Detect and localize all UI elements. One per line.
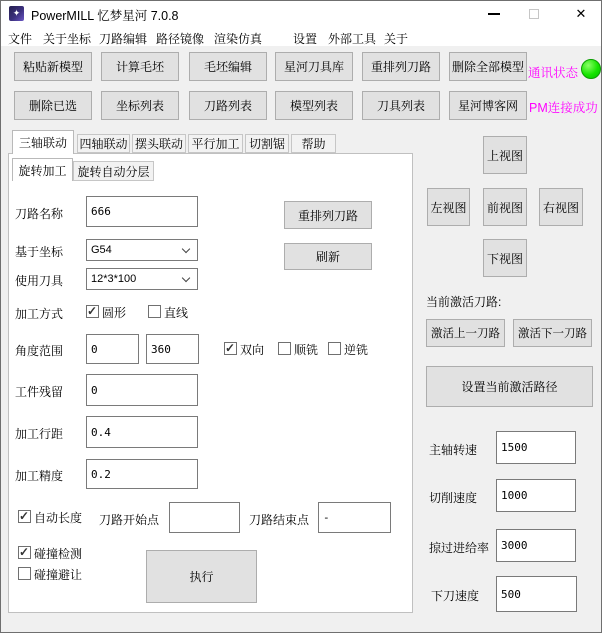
conventional-mill-checkbox-label[interactable]: 逆铣 xyxy=(344,343,369,357)
end-point-input[interactable] xyxy=(318,502,391,533)
tolerance-label: 加工精度 xyxy=(15,469,64,483)
set-active-path-button[interactable]: 设置当前激活路径 xyxy=(426,366,593,407)
reorder-toolpaths-button[interactable]: 重排列刀路 xyxy=(284,201,372,229)
stock-remain-label: 工件残留 xyxy=(15,385,64,399)
cutting-speed-input[interactable] xyxy=(496,479,576,512)
activate-next-toolpath-button[interactable]: 激活下一刀路 xyxy=(513,319,592,347)
tab-rotary-machining[interactable]: 旋转加工 xyxy=(12,158,73,181)
menu-item-coords[interactable]: 关于坐标 xyxy=(43,32,92,46)
start-point-input[interactable] xyxy=(169,502,240,533)
angle-range-label: 角度范围 xyxy=(15,344,64,358)
collision-detect-checkbox-label[interactable]: 碰撞检测 xyxy=(34,547,83,561)
minimize-button[interactable] xyxy=(477,1,511,26)
menu-item-file[interactable]: 文件 xyxy=(8,32,33,46)
model-list-button[interactable]: 模型列表 xyxy=(275,91,353,120)
tool-select[interactable] xyxy=(86,268,198,290)
right-view-button[interactable]: 右视图 xyxy=(539,188,583,226)
angle-from-input[interactable] xyxy=(86,334,139,364)
activate-prev-toolpath-button[interactable]: 激活上一刀路 xyxy=(426,319,505,347)
menu-item-settings[interactable]: 设置 xyxy=(293,32,318,46)
reorder-toolpaths-toolbar-button[interactable]: 重排列刀路 xyxy=(362,52,440,81)
machining-mode-label: 加工方式 xyxy=(15,307,64,321)
tool-list-button[interactable]: 刀具列表 xyxy=(362,91,440,120)
tab-parallel-machining[interactable]: 平行加工 xyxy=(188,134,243,153)
chevron-down-icon xyxy=(182,245,190,253)
stepover-label: 加工行距 xyxy=(15,427,64,441)
collision-avoid-checkbox[interactable] xyxy=(18,567,31,580)
auto-length-checkbox[interactable] xyxy=(18,510,31,523)
front-view-button[interactable]: 前视图 xyxy=(483,188,527,226)
comm-status-label: 通讯状态 xyxy=(528,66,579,80)
spindle-speed-label: 主轴转速 xyxy=(429,443,478,457)
tab-help[interactable]: 帮助 xyxy=(291,134,336,153)
active-toolpath-label: 当前激活刀路: xyxy=(426,295,502,309)
spindle-speed-input[interactable] xyxy=(496,431,576,464)
collision-detect-checkbox[interactable] xyxy=(18,546,31,559)
toolpath-name-label: 刀路名称 xyxy=(15,207,64,221)
refresh-button[interactable]: 刷新 xyxy=(284,243,372,270)
bottom-view-button[interactable]: 下视图 xyxy=(483,239,527,277)
coord-select-value: G54 xyxy=(91,244,112,256)
auto-length-checkbox-label[interactable]: 自动长度 xyxy=(34,511,83,525)
tolerance-input[interactable] xyxy=(86,459,198,489)
tab-3axis[interactable]: 三轴联动 xyxy=(12,130,74,154)
menu-item-about[interactable]: 关于 xyxy=(384,32,409,46)
use-tool-label: 使用刀具 xyxy=(15,274,64,288)
climb-mill-checkbox[interactable] xyxy=(278,342,291,355)
bidirectional-checkbox[interactable] xyxy=(224,342,237,355)
menu-item-path-mirror[interactable]: 路径镜像 xyxy=(156,32,205,46)
end-point-label: 刀路结束点 xyxy=(249,513,310,527)
chevron-down-icon xyxy=(182,274,190,282)
tab-swivel-head[interactable]: 摆头联动 xyxy=(132,134,186,153)
collision-avoid-checkbox-label[interactable]: 碰撞避让 xyxy=(34,568,83,582)
connection-status-label: PM连接成功 xyxy=(529,101,598,115)
linear-checkbox[interactable] xyxy=(148,305,161,318)
execute-button[interactable]: 执行 xyxy=(146,550,257,603)
toolpath-list-button[interactable]: 刀路列表 xyxy=(189,91,267,120)
plunge-speed-input[interactable] xyxy=(496,576,577,612)
window-title: PowerMILL 忆梦星河 7.0.8 xyxy=(31,9,179,23)
plunge-speed-label: 下刀速度 xyxy=(431,589,480,603)
conventional-mill-checkbox[interactable] xyxy=(328,342,341,355)
menu-item-render-sim[interactable]: 渲染仿真 xyxy=(214,32,263,46)
cutting-speed-label: 切削速度 xyxy=(429,491,478,505)
circular-checkbox[interactable] xyxy=(86,305,99,318)
title-bar xyxy=(1,1,602,26)
top-view-button[interactable]: 上视图 xyxy=(483,136,527,174)
close-button[interactable] xyxy=(561,1,601,26)
coords-list-button[interactable]: 坐标列表 xyxy=(101,91,179,120)
tool-select-value: 12*3*100 xyxy=(91,273,137,285)
blog-site-button[interactable]: 星河博客网 xyxy=(449,91,527,120)
left-view-button[interactable]: 左视图 xyxy=(427,188,470,226)
maximize-icon xyxy=(529,9,539,19)
start-point-label: 刀路开始点 xyxy=(99,513,160,527)
menu-item-toolpath-edit[interactable]: 刀路编辑 xyxy=(99,32,148,46)
stock-remain-input[interactable] xyxy=(86,374,198,406)
skim-feed-input[interactable] xyxy=(496,529,576,562)
tab-cutting-saw[interactable]: 切割锯 xyxy=(245,134,289,153)
star-icon: ✦ xyxy=(12,8,21,18)
tool-library-button[interactable]: 星河刀具库 xyxy=(275,52,353,81)
climb-mill-checkbox-label[interactable]: 顺铣 xyxy=(294,343,319,357)
minimize-icon xyxy=(488,13,500,15)
compute-stock-button[interactable]: 计算毛坯 xyxy=(101,52,179,81)
delete-selected-button[interactable]: 删除已选 xyxy=(14,91,92,120)
linear-checkbox-label[interactable]: 直线 xyxy=(164,306,189,320)
delete-all-models-button[interactable]: 删除全部模型 xyxy=(449,52,527,81)
app-icon xyxy=(9,6,24,21)
status-indicator-light xyxy=(581,59,601,79)
toolpath-name-input[interactable] xyxy=(86,196,198,227)
menu-bar xyxy=(1,26,602,46)
tab-rotary-auto-layer[interactable]: 旋转自动分层 xyxy=(73,161,154,181)
circular-checkbox-label[interactable]: 圆形 xyxy=(102,306,127,320)
coord-select[interactable] xyxy=(86,239,198,261)
bidirectional-checkbox-label[interactable]: 双向 xyxy=(240,343,265,357)
stock-edit-button[interactable]: 毛坯编辑 xyxy=(189,52,267,81)
tab-4axis[interactable]: 四轴联动 xyxy=(77,134,130,153)
close-icon: ✕ xyxy=(575,6,587,21)
menu-item-external-tools[interactable]: 外部工具 xyxy=(328,32,377,46)
angle-to-input[interactable] xyxy=(146,334,199,364)
based-coord-label: 基于坐标 xyxy=(15,245,64,259)
maximize-button[interactable] xyxy=(517,1,551,26)
skim-feed-label: 掠过进给率 xyxy=(429,541,490,555)
paste-new-model-button[interactable]: 粘贴新模型 xyxy=(14,52,92,81)
stepover-input[interactable] xyxy=(86,416,198,448)
